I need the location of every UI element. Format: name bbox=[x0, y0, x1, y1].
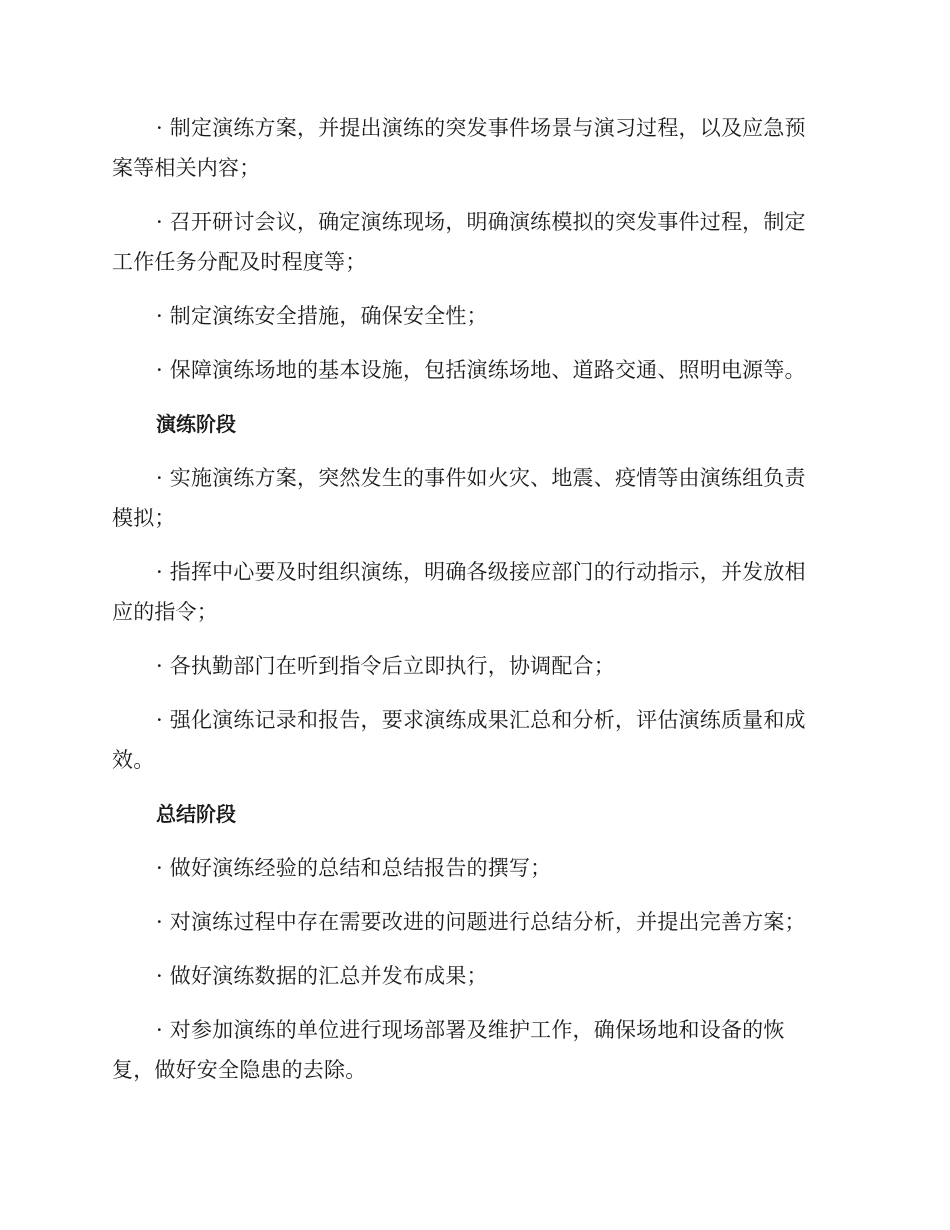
list-item: · 对演练过程中存在需要改进的问题进行总结分析，并提出完善方案； bbox=[156, 910, 806, 934]
section-heading-summary: 总结阶段 bbox=[156, 802, 236, 826]
list-item: · 对参加演练的单位进行现场部署及维护工作，确保场地和设备的恢复，做好安全隐患的去除。 bbox=[112, 1018, 785, 1082]
list-item: · 各执勤部门在听到指令后立即执行，协调配合； bbox=[156, 654, 615, 678]
list-item: · 做好演练经验的总结和总结报告的撰写； bbox=[156, 856, 552, 880]
document-body bbox=[112, 108, 824, 1104]
list-item: · 指挥中心要及时组织演练，明确各级接应部门的行动指示，并发放相应的指令； bbox=[112, 560, 806, 624]
list-item: · 做好演练数据的汇总并发布成果； bbox=[156, 964, 488, 988]
section-heading-drill: 演练阶段 bbox=[156, 412, 236, 436]
list-item: · 保障演练场地的基本设施，包括演练场地、道路交通、照明电源等。 bbox=[156, 358, 806, 382]
list-item: · 召开研讨会议，确定演练现场，明确演练模拟的突发事件过程，制定工作任务分配及时程度等； bbox=[112, 210, 806, 274]
list-item: · 强化演练记录和报告，要求演练成果汇总和分析，评估演练质量和成效。 bbox=[112, 708, 806, 772]
list-item: · 实施演练方案，突然发生的事件如火灾、地震、疫情等由演练组负责模拟； bbox=[112, 466, 806, 530]
list-item: · 制定演练安全措施，确保安全性； bbox=[156, 304, 488, 328]
list-item: · 制定演练方案，并提出演练的突发事件场景与演习过程，以及应急预案等相关内容； bbox=[112, 116, 806, 180]
